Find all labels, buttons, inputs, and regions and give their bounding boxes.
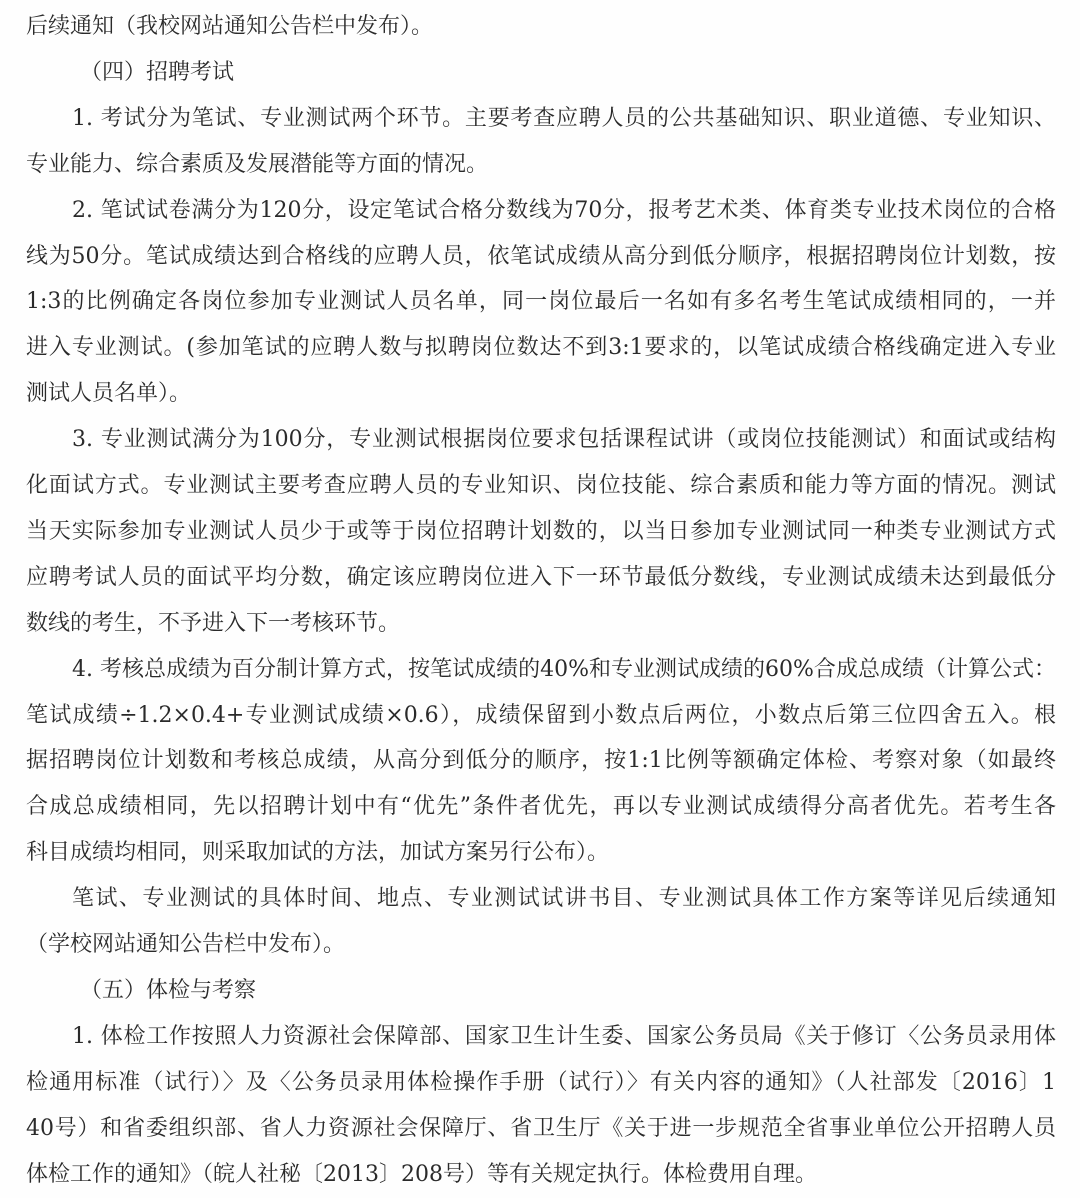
text-line: 检通用标准（试行）〉及〈公务员录用体检操作手册（试行）〉有关内容的通知》（人社部发〔2016〕1 [26,1069,1056,1095]
text-line: 化面试方式。专业测试主要考查应聘人员的专业知识、岗位技能、综合素质和能力等方面的情况。测试 [26,473,1056,498]
text-line: 线为50分。笔试成绩达到合格线的应聘人员，依笔试成绩从高分到低分顺序，根据招聘岗位计划数，按 [26,243,1056,269]
text-line: 据招聘岗位计划数和考核总成绩，从高分到低分的顺序，按1:1比例等额确定体检、考察对象（如最终 [26,748,1056,774]
text-line: 应聘考试人员的面试平均分数，确定该应聘岗位进入下一环节最低分数线，专业测试成绩未达到最低分 [26,564,1056,590]
text-line: 后续通知（我校网站通知公告栏中发布）。 [26,14,434,39]
text-line: 体检工作的通知》（皖人社秘〔2013〕208号）等有关规定执行。体检费用自理。 [26,1161,817,1187]
text-line: 数线的考生，不予进入下一考核环节。 [26,610,401,636]
text-line: 4. 考核总成绩为百分制计算方式，按笔试成绩的40%和专业测试成绩的60%合成总成绩（计算公式： [72,656,1056,682]
text-line: 1. 考试分为笔试、专业测试两个环节。主要考查应聘人员的公共基础知识、职业道德、专业知识、 [72,105,1056,131]
text-line: （学校网站通知公告栏中发布）。 [26,932,346,957]
text-line: 笔试成绩÷1.2×0.4+专业测试成绩×0.6），成绩保留到小数点后两位，小数点后第三位四舍五入。根 [26,702,1056,728]
section-heading: （四）招聘考试 [80,59,235,85]
section-heading: （五）体检与考察 [80,977,257,1003]
text-line: 科目成绩均相同，则采取加试的方法，加试方案另行公布）。 [26,840,610,866]
text-line: 合成总成绩相同，先以招聘计划中有“优先”条件者优先，再以专业测试成绩得分高者优先。若考生各 [26,794,1056,820]
text-line: 1:3的比例确定各岗位参加专业测试人员名单，同一岗位最后一名如有多名考生笔试成绩相同的，一并 [26,289,1056,315]
text-line: 2. 笔试试卷满分为120分，设定笔试合格分数线为70分，报考艺术类、体育类专业技术岗位的合格 [72,197,1056,223]
text-line: 进入专业测试。(参加笔试的应聘人数与拟聘岗位数达不到3:1要求的，以笔试成绩合格线确定进入专业 [26,335,1056,361]
text-line: 1. 体检工作按照人力资源社会保障部、国家卫生计生委、国家公务员局《关于修订〈公务员录用体 [72,1023,1056,1049]
text-line: 40号）和省委组织部、省人力资源社会保障厅、省卫生厅《关于进一步规范全省事业单位公开招聘人员 [26,1115,1056,1141]
text-line: 当天实际参加专业测试人员少于或等于岗位招聘计划数的，以当日参加专业测试同一种类专业测试方式 [26,518,1056,544]
text-line: 3. 专业测试满分为100分，专业测试根据岗位要求包括课程试讲（或岗位技能测试）和面试或结构 [72,427,1056,453]
text-line: 专业能力、综合素质及发展潜能等方面的情况。 [26,151,489,177]
text-line: 笔试、专业测试的具体时间、地点、专业测试试讲书目、专业测试具体工作方案等详见后续通知 [72,886,1056,912]
text-line: 测试人员名单）。 [26,381,192,407]
